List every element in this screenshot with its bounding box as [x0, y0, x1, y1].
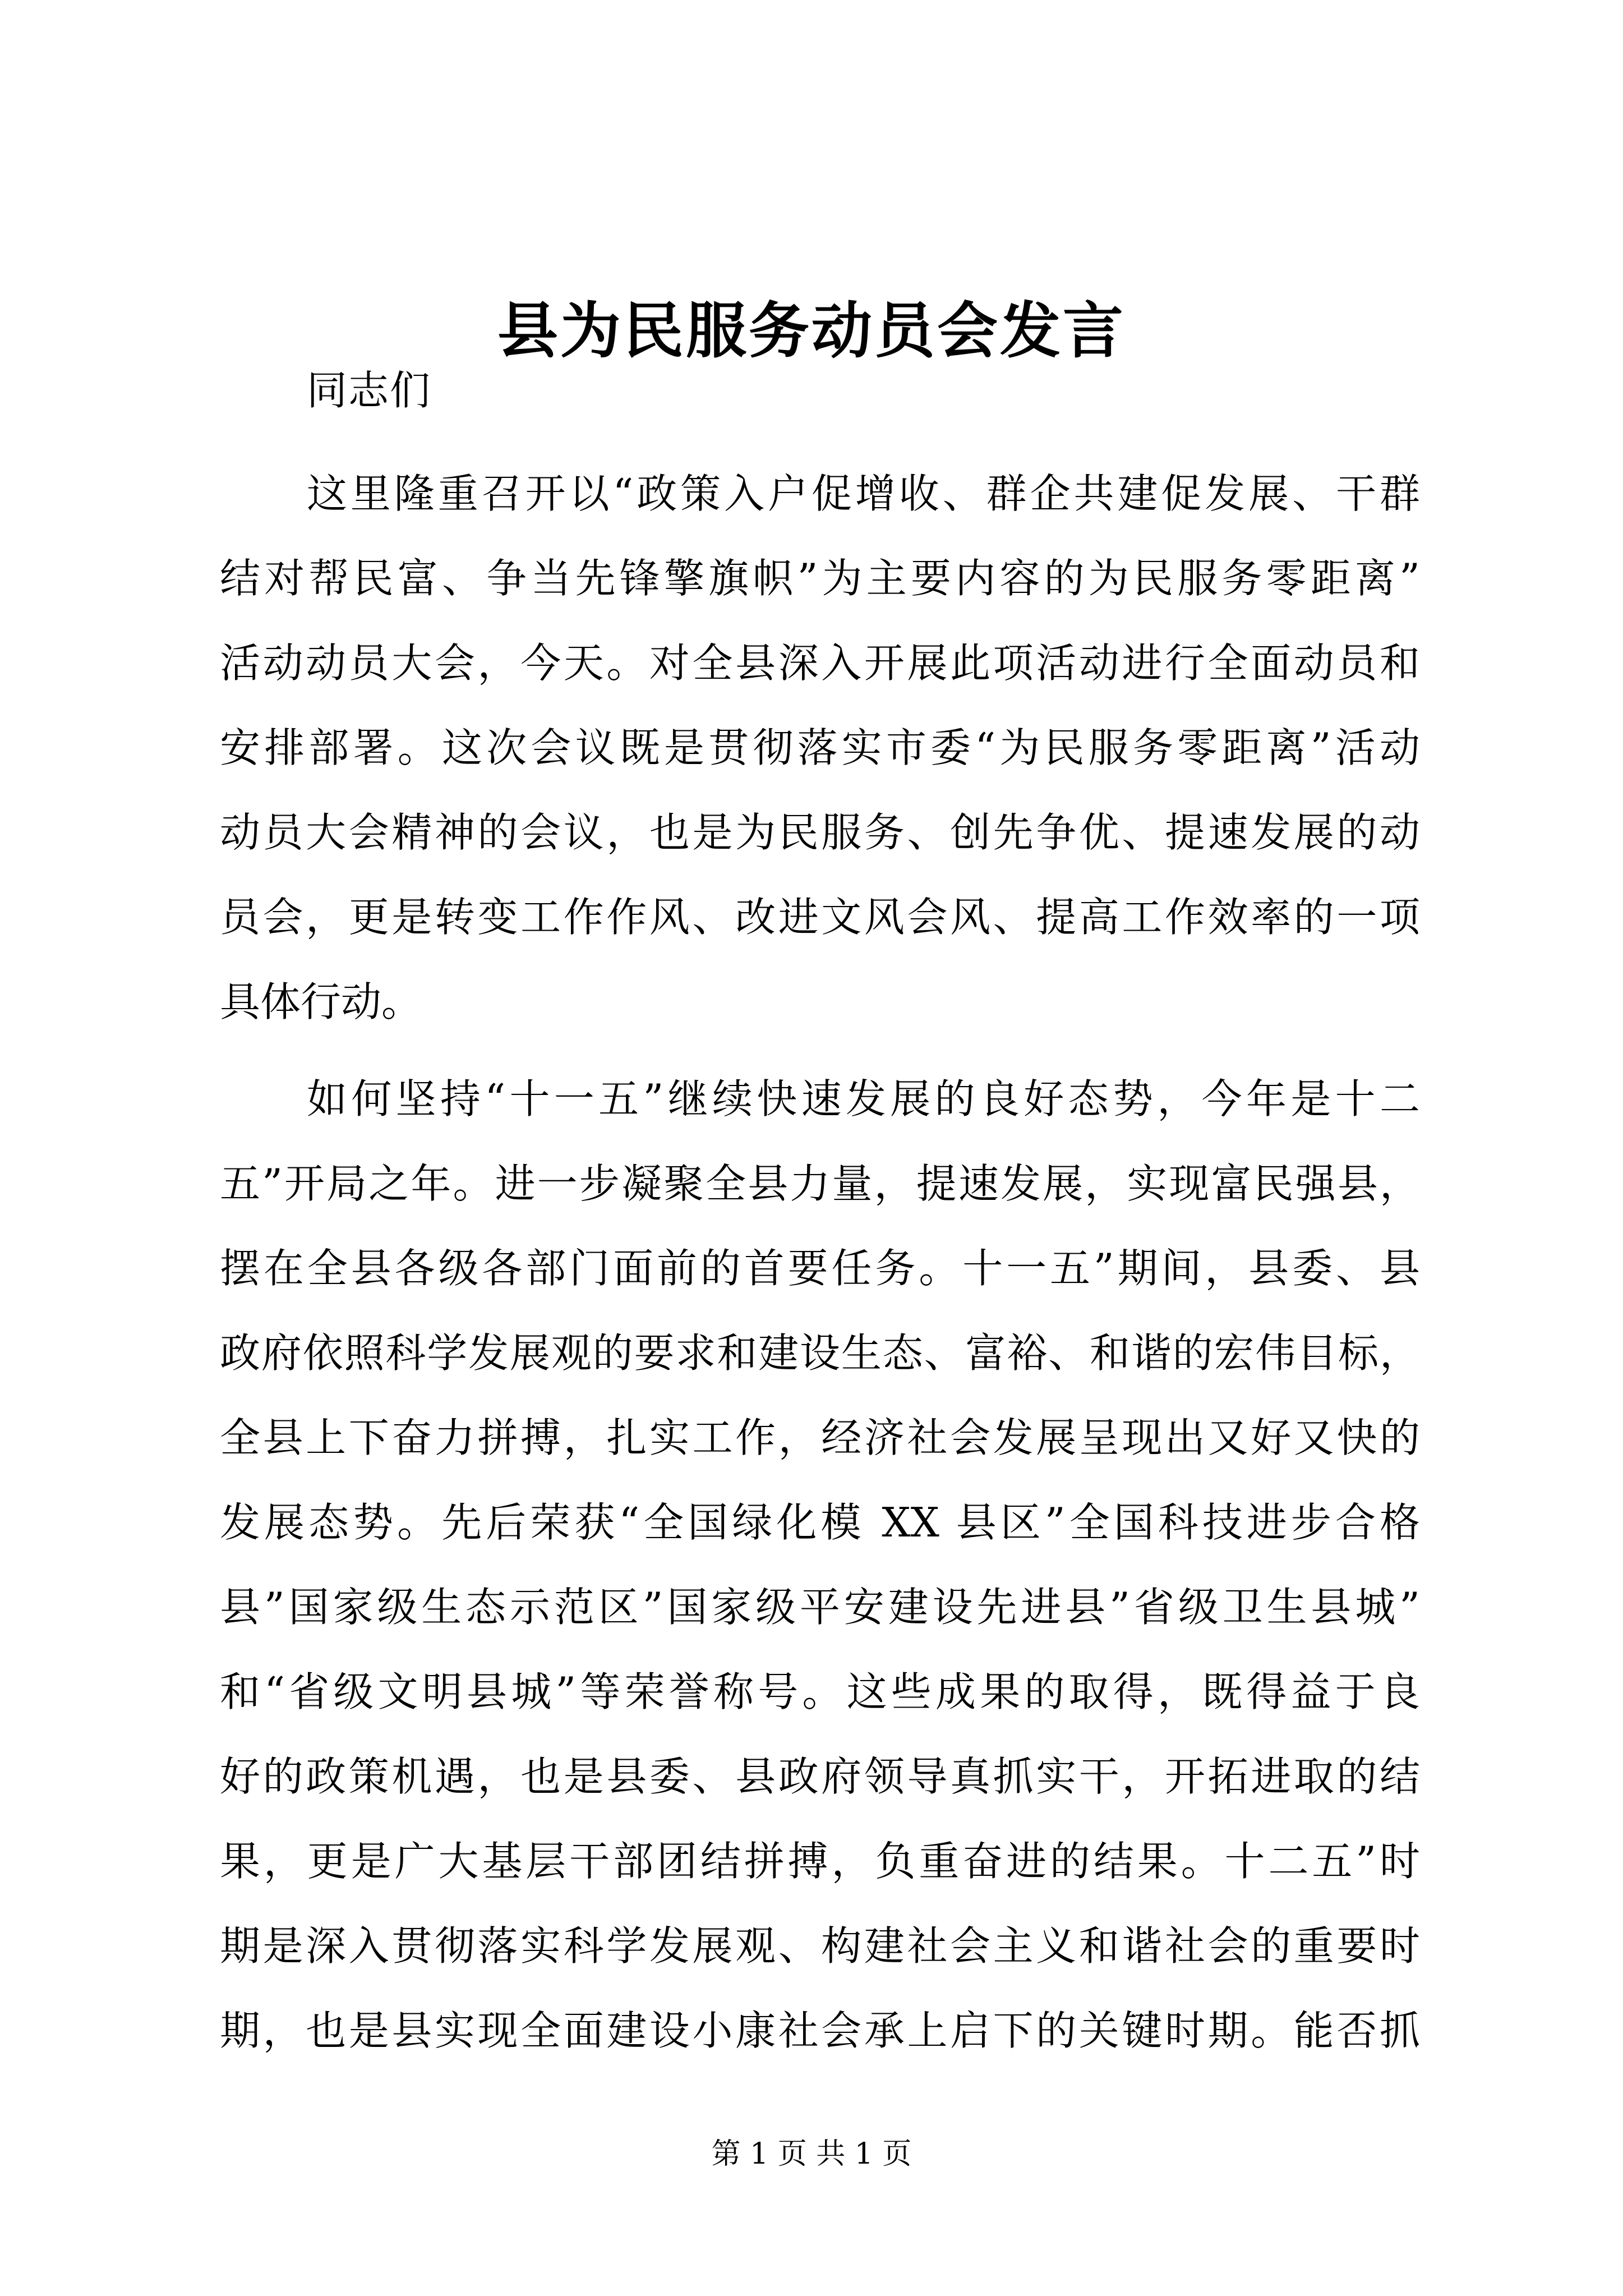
paragraph-line: 活动动员大会，今天。对全县深入开展此项活动进行全面动员和 [220, 639, 1420, 687]
paragraph-line: 这里隆重召开以“政策入户促增收、群企共建促发展、干群 [307, 470, 1420, 517]
paragraph-line: 全县上下奋力拼搏，扎实工作，经济社会发展呈现出又好又快的 [220, 1414, 1420, 1461]
paragraph [220, 452, 1420, 1045]
document-title: 县为民服务动员会发言 [497, 296, 1126, 366]
page-footer: 第 1 页 共 1 页 [711, 2137, 912, 2171]
salutation: 同志们 [307, 367, 432, 414]
paragraph-line: 五”开局之年。进一步凝聚全县力量，提速发展，实现富民强县， [220, 1160, 1420, 1207]
paragraph-line: 如何坚持“十一五”继续快速发展的良好态势，今年是十二 [307, 1075, 1420, 1122]
document-body [220, 452, 1420, 2073]
paragraph [220, 1057, 1420, 2073]
paragraph-line: 期，也是县实现全面建设小康社会承上启下的关键时期。能否抓 [220, 2007, 1420, 2054]
paragraph-line: 县”国家级生态示范区”国家级平安建设先进县”省级卫生县城” [220, 1584, 1420, 1631]
paragraph-gap [220, 1045, 1420, 1057]
paragraph-line: 政府依照科学发展观的要求和建设生态、富裕、和谐的宏伟目标， [220, 1329, 1420, 1377]
paragraph-line: 发展态势。先后荣获“全国绿化模 XX 县区”全国科技进步合格 [220, 1499, 1420, 1546]
paragraph-line: 和“省级文明县城”等荣誉称号。这些成果的取得，既得益于良 [220, 1668, 1420, 1715]
paragraph-line: 结对帮民富、争当先锋擎旗帜”为主要内容的为民服务零距离” [220, 555, 1420, 602]
paragraph-line: 摆在全县各级各部门面前的首要任务。十一五”期间，县委、县 [220, 1245, 1420, 1292]
paragraph-line: 果，更是广大基层干部团结拼搏，负重奋进的结果。十二五”时 [220, 1838, 1420, 1885]
paragraph-line: 员会，更是转变工作作风、改进文风会风、提高工作效率的一项 [220, 894, 1420, 941]
paragraph-line: 期是深入贯彻落实科学发展观、构建社会主义和谐社会的重要时 [220, 1922, 1420, 1970]
paragraph-line: 好的政策机遇，也是县委、县政府领导真抓实干，开拓进取的结 [220, 1753, 1420, 1800]
paragraph-line: 动员大会精神的会议，也是为民服务、创先争优、提速发展的动 [220, 809, 1420, 856]
paragraph-line: 安排部署。这次会议既是贯彻落实市委“为民服务零距离”活动 [220, 724, 1420, 771]
paragraph-line: 具体行动。 [220, 978, 422, 1025]
